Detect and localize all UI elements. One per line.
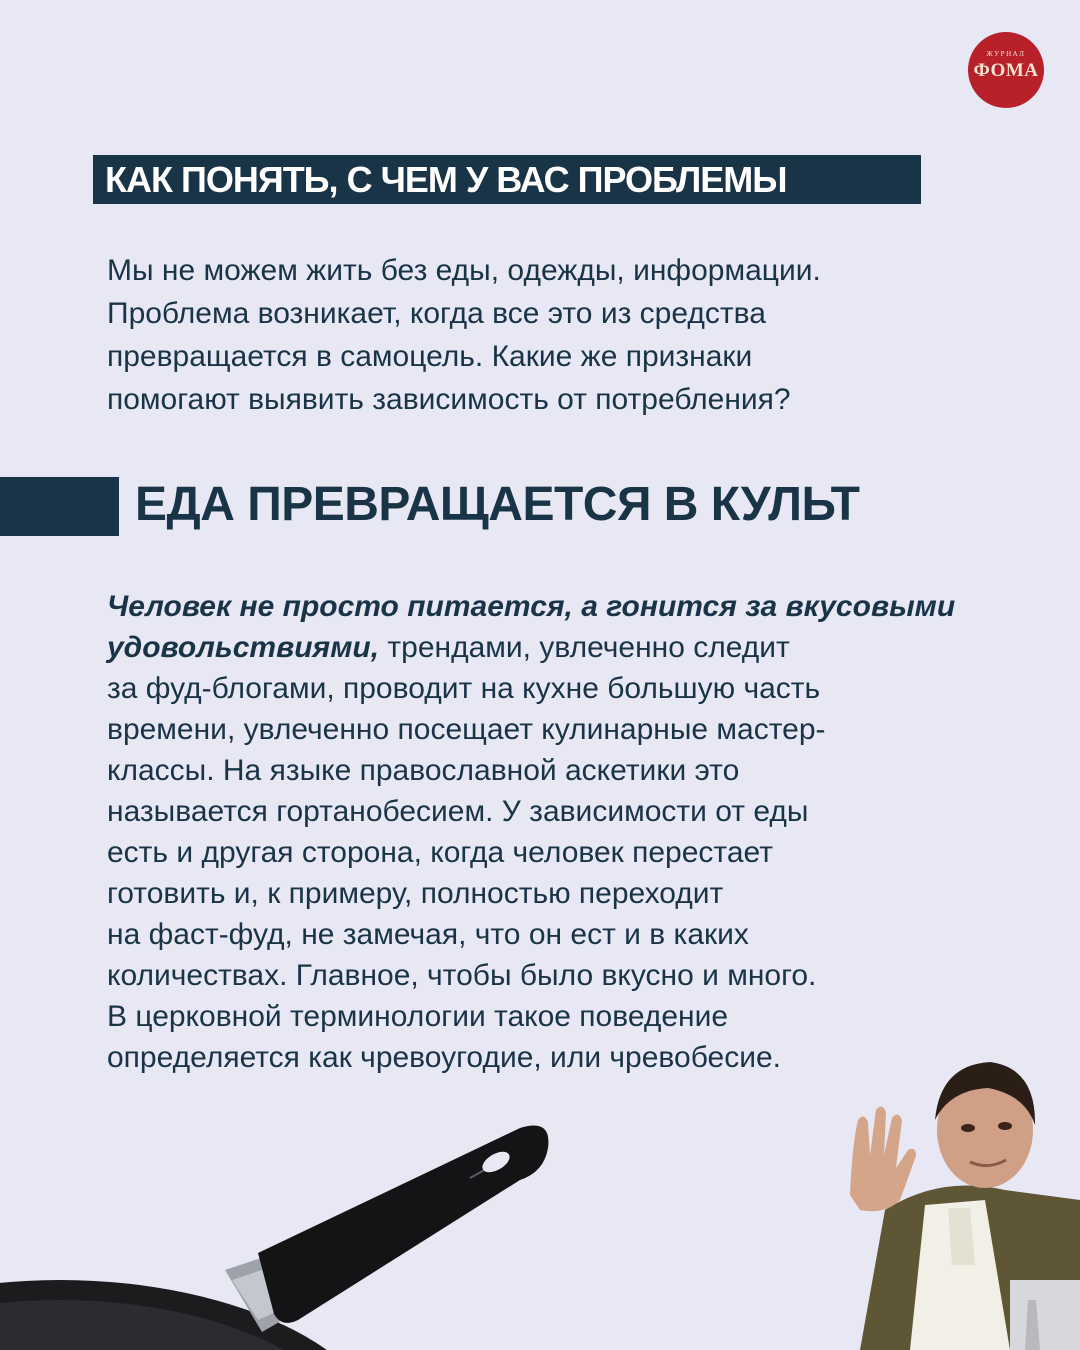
body-line: классы. На языке православной аскетики это xyxy=(107,754,740,787)
heading-accent-bar xyxy=(0,477,119,536)
body-line-rest: трендами, увлеченно следит xyxy=(379,631,790,664)
body-line: определяется как чревоугодие, или чревобесие. xyxy=(107,1041,782,1074)
emphasis-word: удовольствиями, xyxy=(107,631,380,664)
logo-main-text: ФОМА xyxy=(973,60,1039,81)
emphasis-line: Человек не просто питается, а гонится за вкусовыми xyxy=(107,590,956,623)
body-line: готовить и, к примеру, полностью переходит xyxy=(107,877,724,910)
body-line: В церковной терминологии такое поведение xyxy=(107,1000,729,1033)
logo-top-text: ЖУРНАЛ xyxy=(986,50,1026,58)
body-line: есть и другая сторона, когда человек перестает xyxy=(107,836,773,869)
frying-pan-icon xyxy=(0,1120,560,1350)
section-heading-problems: КАК ПОНЯТЬ, С ЧЕМ У ВАС ПРОБЛЕМЫ xyxy=(93,155,921,204)
intro-paragraph xyxy=(107,249,1037,421)
intro-line: помогают выявить зависимость от потребления? xyxy=(107,383,791,416)
body-line: количествах. Главное, чтобы было вкусно и много. xyxy=(107,959,817,992)
waving-man-illustration xyxy=(830,1050,1080,1350)
intro-line: превращается в самоцель. Какие же признаки xyxy=(107,340,753,373)
foma-logo xyxy=(968,32,1044,108)
intro-line: Проблема возникает, когда все это из средства xyxy=(107,297,766,330)
body-line: называется гортанобесием. У зависимости от еды xyxy=(107,795,809,828)
section-heading-food-cult: ЕДА ПРЕВРАЩАЕТСЯ В КУЛЬТ xyxy=(135,478,860,531)
body-line: на фаст-фуд, не замечая, что он ест и в каких xyxy=(107,918,749,951)
body-line xyxy=(107,627,1067,668)
intro-line: Мы не можем жить без еды, одежды, информации. xyxy=(107,254,821,287)
body-line: времени, увлеченно посещает кулинарные мастер- xyxy=(107,713,826,746)
body-paragraph xyxy=(107,586,1067,1078)
body-line: за фуд-блогами, проводит на кухне большую часть xyxy=(107,672,821,705)
